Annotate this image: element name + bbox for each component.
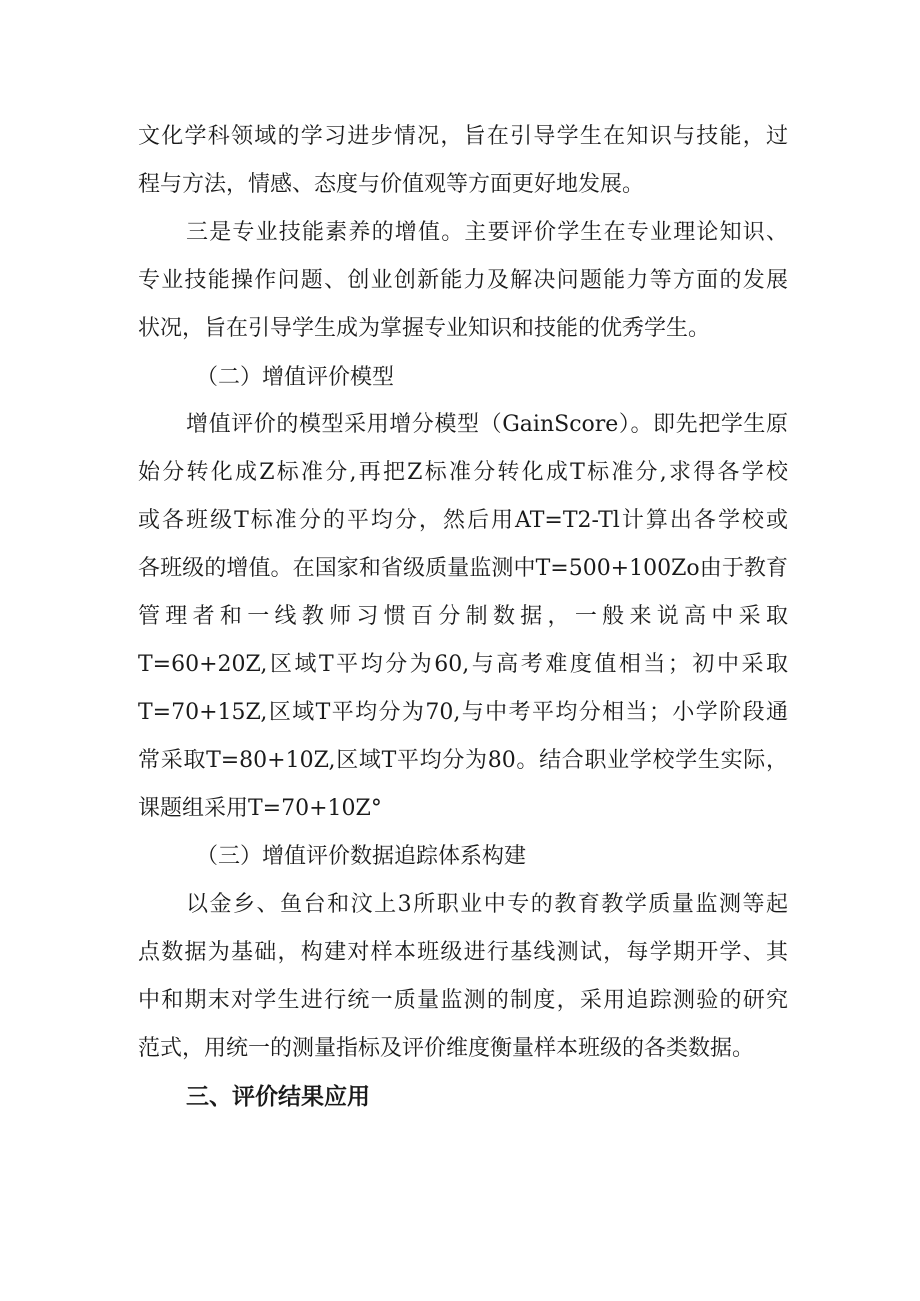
subheading-value-added-model: （二）增值评价模型: [196, 365, 395, 390]
paragraph-line: 常采取T=80+10Z,区域T平均分为80。结合职业学校学生实际，: [138, 748, 788, 773]
paragraph-line: 专业技能操作问题、创业创新能力及解决问题能力等方面的发展: [138, 268, 788, 293]
paragraph-line: 程与方法，情感、态度与价值观等方面更好地发展。: [138, 172, 645, 197]
paragraph-line: 中和期末对学生进行统一质量监测的制度，采用追踪测验的研究: [138, 988, 788, 1013]
paragraph-line: 范式，用统一的测量指标及评价维度衡量样本班级的各类数据。: [138, 1036, 755, 1061]
paragraph-line: 三是专业技能素养的增值。主要评价学生在专业理论知识、: [186, 220, 788, 245]
paragraph-line: 各班级的增值。在国家和省级质量监测中T=500+100Zo由于教育: [138, 556, 788, 581]
subheading-tracking-system: （三）增值评价数据追踪体系构建: [196, 844, 527, 869]
paragraph-line: 点数据为基础，构建对样本班级进行基线测试，每学期开学、其: [138, 940, 788, 965]
paragraph-line: 或各班级T标准分的平均分，然后用AT=T2-Tl计算出各学校或: [138, 508, 788, 533]
paragraph-line: 增值评价的模型采用增分模型（GainScore）。即先把学生原: [186, 412, 788, 437]
paragraph-line: 以金乡、鱼台和汶上3所职业中专的教育教学质量监测等起: [186, 892, 788, 917]
paragraph-line: 始分转化成Z标准分,再把Z标准分转化成T标准分,求得各学校: [138, 460, 788, 485]
section-heading: 三、评价结果应用: [186, 1084, 370, 1110]
paragraph-line: T=70+15Z,区域T平均分为70,与中考平均分相当；小学阶段通: [138, 700, 788, 725]
paragraph-line: 课题组采用T=70+10Z°: [138, 796, 382, 821]
paragraph-line: 文化学科领域的学习进步情况，旨在引导学生在知识与技能，过: [138, 124, 788, 149]
paragraph-line: T=60+20Z,区域T平均分为60,与高考难度值相当；初中采取: [138, 652, 788, 677]
paragraph-line: 管理者和一线教师习惯百分制数据，一般来说高中采取: [138, 604, 788, 629]
paragraph-line: 状况，旨在引导学生成为掌握专业知识和技能的优秀学生。: [138, 316, 711, 341]
